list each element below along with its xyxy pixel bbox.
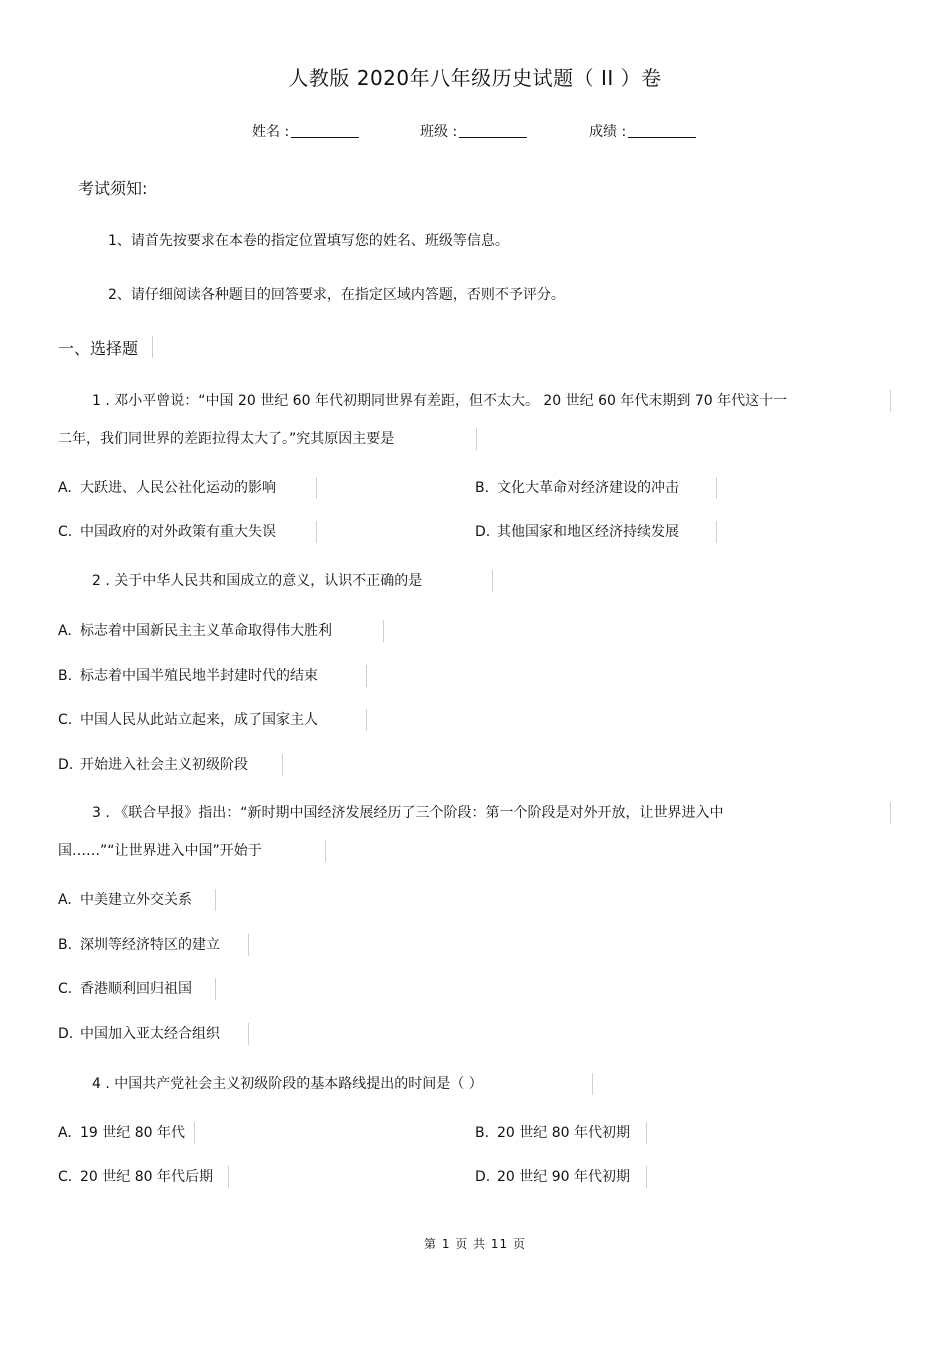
option-letter: A. [58,892,72,908]
option-q1-b[interactable] [475,477,679,497]
option-text: 20 世纪 80 年代初期 [497,1125,630,1141]
field-divider [325,840,326,862]
option-text: 20 世纪 80 年代后期 [80,1169,213,1185]
option-q4-d[interactable] [475,1166,630,1186]
option-q3-c[interactable] [58,978,192,998]
option-text: 中国加入亚太经合组织 [80,1026,220,1042]
question-1-text: 1 . 邓小平曾说：“中国 20 世纪 60 年代初期同世界有差距，但不太大。 20 世纪 60 年代末期到 70 年代这十一 [92,393,788,409]
option-q4-a[interactable] [58,1122,185,1142]
question-3-text-cont: 国……”“让世界进入中国”开始于 [58,843,262,859]
name-label: 姓名 : [252,124,290,140]
field-divider [646,1122,647,1144]
question-2-text: 2 . 关于中华人民共和国成立的意义，认识不正确的是 [92,573,423,589]
class-blank[interactable] [459,123,527,138]
field-divider [476,428,477,450]
option-letter: D. [58,757,74,773]
option-text: 中国政府的对外政策有重大失误 [80,524,276,540]
class-field[interactable] [420,121,527,141]
field-divider [366,665,367,687]
option-text: 标志着中国新民主主义革命取得伟大胜利 [80,623,332,639]
option-letter: B. [58,668,73,684]
option-q2-a[interactable] [58,620,332,640]
option-text: 20 世纪 90 年代初期 [497,1169,630,1185]
field-divider [215,978,216,1000]
class-label: 班级 : [420,124,458,140]
option-q3-d[interactable] [58,1023,220,1043]
option-letter: D. [475,524,491,540]
option-text: 中国人民从此站立起来，成了国家主人 [80,712,318,728]
option-q4-c[interactable] [58,1166,213,1186]
field-divider [716,521,717,543]
option-text: 开始进入社会主义初级阶段 [80,757,248,773]
option-text: 深圳等经济特区的建立 [80,937,220,953]
option-letter: A. [58,1125,72,1141]
option-text: 大跃进、人民公社化运动的影响 [80,480,276,496]
page-title: 人教版 2020年八年级历史试题（ II ）卷 [288,66,662,90]
field-divider [215,889,216,911]
option-letter: C. [58,712,73,728]
option-letter: B. [58,937,73,953]
name-blank[interactable] [291,123,359,138]
option-letter: C. [58,981,73,997]
option-q1-c[interactable] [58,521,276,541]
score-label: 成绩 : [589,124,627,140]
option-q1-a[interactable] [58,477,276,497]
field-divider [316,477,317,499]
field-divider [228,1166,229,1188]
field-divider [248,1023,249,1045]
score-field[interactable] [589,121,696,141]
option-letter: B. [475,480,490,496]
option-letter: D. [475,1169,491,1185]
field-divider [890,390,891,412]
field-divider [316,521,317,543]
field-divider [492,570,493,592]
field-divider [366,709,367,731]
field-divider [383,620,384,642]
option-letter: A. [58,623,72,639]
field-divider [194,1122,195,1144]
option-q3-b[interactable] [58,934,220,954]
question-1-text-cont: 二年，我们同世界的差距拉得太大了。”究其原因主要是 [58,431,395,447]
field-divider [716,477,717,499]
field-divider [248,934,249,956]
page-footer: 第 1 页 共 11 页 [424,1237,526,1251]
option-q2-b[interactable] [58,665,318,685]
question-3-text: 3 . 《联合早报》指出：“新时期中国经济发展经历了三个阶段：第一个阶段是对外开放，让世界进入中 [92,805,724,821]
field-divider [890,802,891,824]
option-letter: B. [475,1125,490,1141]
field-divider [282,754,283,776]
option-q2-c[interactable] [58,709,318,729]
option-text: 其他国家和地区经济持续发展 [497,524,679,540]
option-q4-b[interactable] [475,1122,630,1142]
field-divider [152,336,153,358]
option-text: 标志着中国半殖民地半封建时代的结束 [80,668,318,684]
question-4-text: 4 . 中国共产党社会主义初级阶段的基本路线提出的时间是（ ） [92,1076,483,1092]
option-q2-d[interactable] [58,754,248,774]
option-letter: D. [58,1026,74,1042]
option-text: 文化大革命对经济建设的冲击 [497,480,679,496]
option-letter: C. [58,1169,73,1185]
option-letter: C. [58,524,73,540]
score-blank[interactable] [628,123,696,138]
option-q3-a[interactable] [58,889,192,909]
notice-item: 2、请仔细阅读各种题目的回答要求，在指定区域内答题，否则不予评分。 [108,287,565,303]
notice-heading: 考试须知: [78,179,148,198]
section-heading: 一、选择题 [58,339,139,358]
field-divider [592,1073,593,1095]
option-text: 19 世纪 80 年代 [80,1125,185,1141]
notice-item: 1、请首先按要求在本卷的指定位置填写您的姓名、班级等信息。 [108,233,509,249]
option-letter: A. [58,480,72,496]
option-text: 中美建立外交关系 [80,892,192,908]
option-text: 香港顺利回归祖国 [80,981,192,997]
field-divider [646,1166,647,1188]
name-field[interactable] [252,121,359,141]
option-q1-d[interactable] [475,521,679,541]
